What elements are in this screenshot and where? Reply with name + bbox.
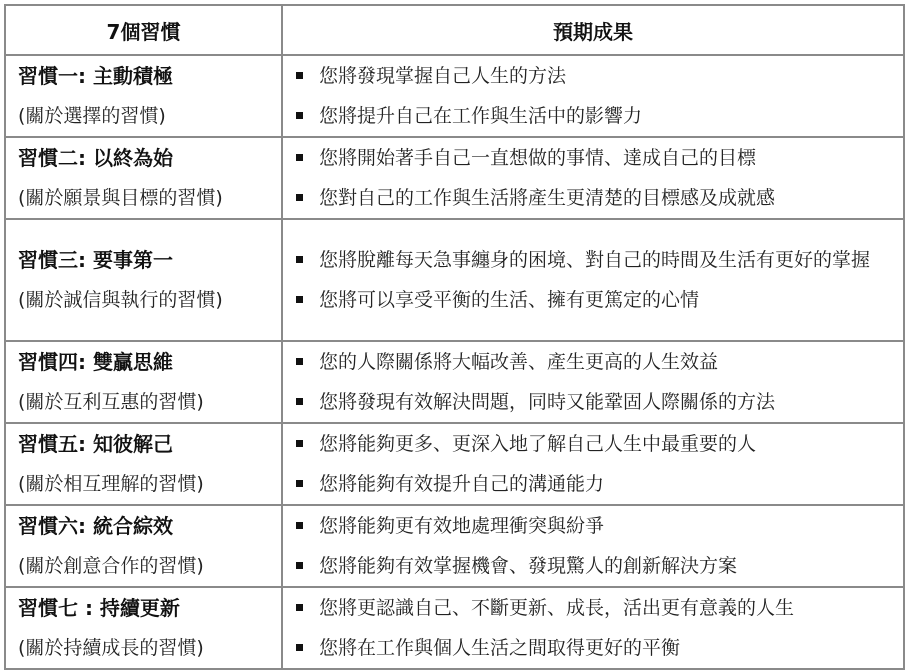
outcome-cell	[282, 55, 904, 137]
header-row	[5, 5, 904, 55]
outcome-cell	[282, 219, 904, 341]
list-item	[293, 588, 897, 628]
outcome-text: 您將可以享受平衡的生活、擁有更篤定的心情	[319, 289, 700, 311]
square-bullet-icon	[296, 398, 303, 405]
table-row	[5, 587, 904, 669]
habits-table-wrapper	[4, 4, 903, 666]
outcome-text: 您的人際關係將大幅改善、產生更高的人生效益	[319, 351, 719, 373]
table-row	[5, 505, 904, 587]
square-bullet-icon	[296, 440, 303, 447]
outcome-cell	[282, 587, 904, 669]
habit-name: 習慣三: 要事第一	[18, 248, 173, 272]
habit-name: 習慣二: 以終為始	[18, 146, 173, 170]
list-item	[293, 546, 897, 586]
outcome-list	[293, 56, 897, 136]
habit-subtitle: (關於相互理解的習慣)	[18, 473, 204, 495]
list-item	[293, 506, 897, 546]
square-bullet-icon	[296, 562, 303, 569]
outcome-list	[293, 424, 897, 504]
outcome-list	[293, 138, 897, 218]
habit-cell	[5, 219, 282, 341]
table-row	[5, 219, 904, 341]
habit-subtitle: (關於持續成長的習慣)	[18, 637, 204, 659]
habit-cell	[5, 137, 282, 219]
habit-subtitle: (關於選擇的習慣)	[18, 105, 166, 127]
outcome-cell	[282, 505, 904, 587]
header-habits: 7個習慣	[5, 5, 282, 55]
square-bullet-icon	[296, 112, 303, 119]
table-row	[5, 137, 904, 219]
outcome-text: 您將提升自己在工作與生活中的影響力	[319, 105, 643, 127]
outcome-text: 您將發現掌握自己人生的方法	[319, 65, 567, 87]
habit-name: 習慣四: 雙贏思維	[18, 350, 173, 374]
outcome-text: 您對自己的工作與生活將產生更清楚的目標感及成就感	[319, 187, 776, 209]
list-item	[293, 138, 897, 178]
outcome-text: 您將開始著手自己一直想做的事情、達成自己的目標	[319, 147, 757, 169]
habit-subtitle: (關於誠信與執行的習慣)	[18, 289, 223, 311]
outcome-text: 您將能夠更有效地處理衝突與紛爭	[319, 515, 605, 537]
square-bullet-icon	[296, 154, 303, 161]
square-bullet-icon	[296, 194, 303, 201]
outcome-list	[293, 240, 897, 320]
outcome-text: 您將更認識自己、不斷更新、成長，活出更有意義的人生	[319, 597, 795, 619]
outcome-cell	[282, 341, 904, 423]
square-bullet-icon	[296, 358, 303, 365]
square-bullet-icon	[296, 296, 303, 303]
habit-name: 習慣一: 主動積極	[18, 64, 173, 88]
habit-cell	[5, 341, 282, 423]
habits-table	[4, 4, 905, 670]
outcome-text: 您將能夠更多、更深入地了解自己人生中最重要的人	[319, 433, 757, 455]
outcome-list	[293, 342, 897, 422]
outcome-text: 您將能夠有效掌握機會、發現驚人的創新解決方案	[319, 555, 738, 577]
square-bullet-icon	[296, 72, 303, 79]
square-bullet-icon	[296, 256, 303, 263]
habit-cell	[5, 55, 282, 137]
list-item	[293, 424, 897, 464]
outcome-cell	[282, 137, 904, 219]
list-item	[293, 240, 897, 280]
outcome-list	[293, 588, 897, 668]
habit-cell	[5, 505, 282, 587]
header-outcomes: 預期成果	[282, 5, 904, 55]
outcome-text: 您將在工作與個人生活之間取得更好的平衡	[319, 637, 681, 659]
list-item	[293, 96, 897, 136]
list-item	[293, 56, 897, 96]
habit-subtitle: (關於互利互惠的習慣)	[18, 391, 204, 413]
outcome-text: 您將發現有效解決問題，同時又能鞏固人際關係的方法	[319, 391, 776, 413]
habit-subtitle: (關於創意合作的習慣)	[18, 555, 204, 577]
list-item	[293, 382, 897, 422]
habit-subtitle: (關於願景與目標的習慣)	[18, 187, 223, 209]
list-item	[293, 178, 897, 218]
habit-cell	[5, 423, 282, 505]
list-item	[293, 628, 897, 668]
habit-name: 習慣六: 統合綜效	[18, 514, 173, 538]
outcome-list	[293, 506, 897, 586]
outcome-text: 您將能夠有效提升自己的溝通能力	[319, 473, 605, 495]
list-item	[293, 342, 897, 382]
square-bullet-icon	[296, 480, 303, 487]
square-bullet-icon	[296, 644, 303, 651]
square-bullet-icon	[296, 604, 303, 611]
square-bullet-icon	[296, 522, 303, 529]
table-row	[5, 341, 904, 423]
habit-name: 習慣五: 知彼解己	[18, 432, 173, 456]
habit-cell	[5, 587, 282, 669]
list-item	[293, 464, 897, 504]
habit-name: 習慣七 : 持續更新	[18, 596, 180, 620]
outcome-cell	[282, 423, 904, 505]
table-row	[5, 55, 904, 137]
table-row	[5, 423, 904, 505]
outcome-text: 您將脫離每天急事纏身的困境、對自己的時間及生活有更好的掌握	[319, 249, 871, 271]
list-item	[293, 280, 897, 320]
